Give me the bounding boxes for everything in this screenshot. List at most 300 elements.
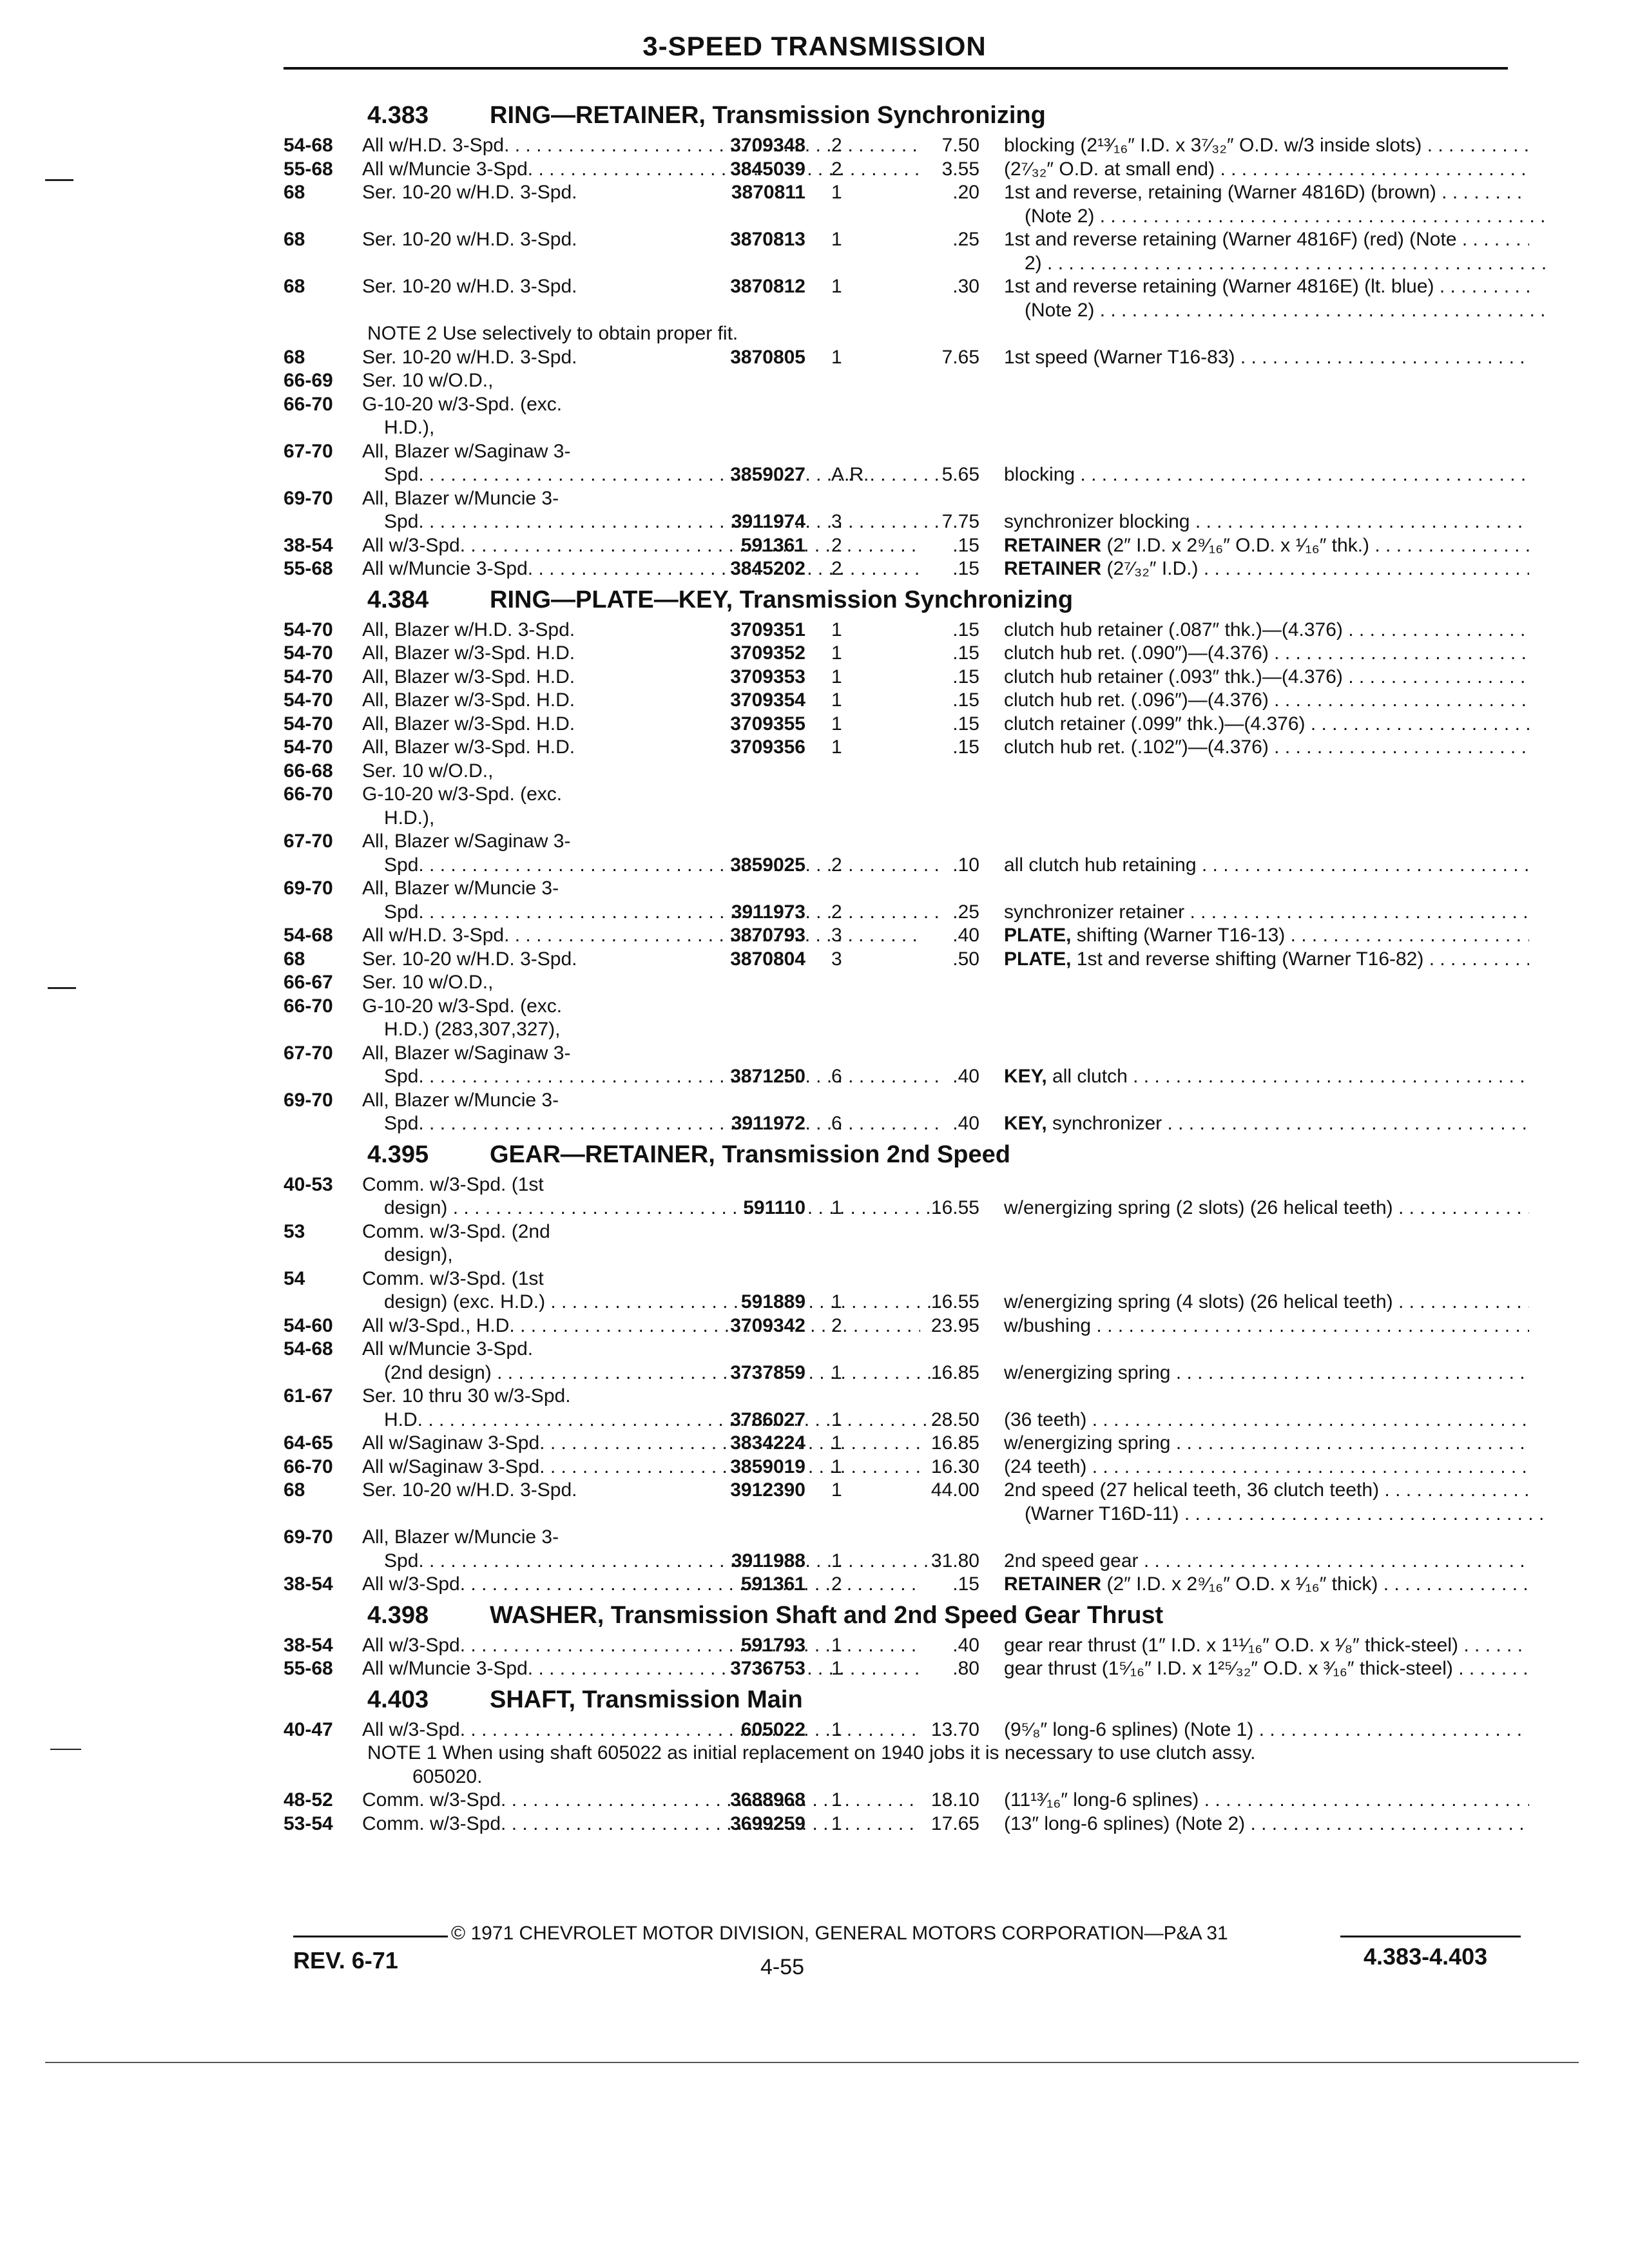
quantity: 6 (831, 1113, 842, 1134)
quantity: 2 (831, 1314, 842, 1336)
margin-tick (50, 1749, 81, 1750)
description (1004, 1479, 1529, 1503)
parts-listing (284, 97, 1521, 1836)
table-row (284, 557, 1521, 581)
price: 17.65 (930, 1812, 979, 1834)
price: .30 (952, 276, 979, 297)
model-years: 53 (284, 1220, 305, 1242)
application-text: All, Blazer w/Saginaw 3- (362, 440, 571, 462)
table-row (284, 1244, 1521, 1267)
leader-dots (1393, 1197, 1529, 1218)
application-text: Ser. 10 w/O.D., (362, 760, 494, 782)
leader-dots (1235, 347, 1530, 368)
table-row (284, 971, 1521, 995)
application-text: Comm. w/3-Spd. (362, 1789, 506, 1811)
application-text: All, Blazer w/Muncie 3- (362, 487, 559, 509)
application-text: H.D.), (384, 807, 435, 829)
model-years: 66-70 (284, 783, 333, 805)
table-row (284, 1267, 1521, 1291)
page-title: 3-SPEED TRANSMISSION (642, 31, 987, 61)
table-row (284, 369, 1521, 393)
price: 16.55 (930, 1197, 979, 1218)
table-row (284, 877, 1521, 901)
description-text: (13″ long-6 splines) (Note 2) (1004, 1812, 1246, 1834)
quantity: A.R. (831, 464, 869, 485)
description-text: (2⁷⁄₃₂″ I.D.) (1106, 558, 1199, 579)
application (362, 971, 920, 995)
model-years: 68 (284, 182, 305, 203)
description (1004, 1408, 1529, 1432)
application (362, 369, 920, 393)
price: .15 (952, 558, 979, 579)
application (362, 487, 920, 511)
model-years: 69-70 (284, 487, 333, 509)
application-text: All w/Saginaw 3-Spd. (362, 1432, 545, 1454)
table-row (284, 299, 1521, 323)
part-number: 3912390 (730, 1479, 805, 1501)
leader-dots (1393, 1291, 1529, 1312)
table-row (284, 1408, 1521, 1432)
section-number: 4.384 (367, 586, 429, 613)
quantity: 1 (831, 1432, 842, 1454)
application-text: Spd. (384, 901, 424, 923)
leader-dots (1162, 1113, 1529, 1134)
section-title: RING—PLATE—KEY, Transmission Synchronizing (490, 586, 1074, 613)
price: .15 (952, 713, 979, 735)
price: .15 (952, 534, 979, 556)
table-row (284, 1657, 1521, 1681)
model-years: 55-68 (284, 1658, 333, 1679)
application-text: Comm. w/3-Spd. (1st (362, 1173, 544, 1195)
application-text: Comm. w/3-Spd. (2nd (362, 1220, 550, 1242)
description-text: 2) (1025, 252, 1042, 274)
table-row (284, 1314, 1521, 1338)
section-title: WASHER, Transmission Shaft and 2nd Speed Gear Thrust (490, 1601, 1164, 1629)
price: .10 (952, 854, 979, 876)
description-text: 2nd speed (27 helical teeth, 36 clutch teeth) (1004, 1479, 1380, 1501)
section-number: 4.383 (367, 102, 429, 129)
application-text: All w/Muncie 3-Spd. (362, 1338, 534, 1360)
description-text: synchronizer retainer (1004, 901, 1185, 923)
application-text: All w/H.D. 3-Spd. (362, 135, 510, 156)
description-text: (11¹³⁄₁₆″ long-6 splines) (1004, 1789, 1199, 1811)
table-row (284, 1789, 1521, 1812)
application (362, 1408, 942, 1432)
model-years: 69-70 (284, 1089, 333, 1111)
model-years: 54-70 (284, 689, 333, 711)
price: .80 (952, 1658, 979, 1679)
description (1004, 158, 1529, 182)
table-row (284, 995, 1521, 1019)
model-years: 61-67 (284, 1385, 333, 1407)
note-line (284, 322, 1521, 346)
leader-dots (1094, 206, 1550, 227)
model-years: 66-69 (284, 370, 333, 391)
description (1004, 1432, 1529, 1456)
leader-dots (1343, 666, 1529, 687)
application (362, 1338, 920, 1361)
description (1004, 510, 1529, 534)
table-row (284, 1812, 1521, 1836)
application-text: Ser. 10 w/O.D., (362, 370, 494, 391)
quantity: 6 (831, 1066, 842, 1087)
model-years: 54-60 (284, 1314, 333, 1336)
leader-dots (1139, 1550, 1529, 1571)
table-row (284, 1479, 1521, 1503)
application-text: Spd. (384, 511, 424, 532)
price: 23.95 (930, 1314, 979, 1336)
price: 7.50 (941, 135, 979, 156)
quantity: 2 (831, 1573, 842, 1595)
description-text: blocking (1004, 464, 1075, 485)
leader-dots (1199, 558, 1530, 579)
table-row (284, 1503, 1521, 1526)
table-row (284, 158, 1521, 182)
quantity: 1 (831, 1718, 842, 1740)
application (362, 783, 920, 807)
model-years: 66-67 (284, 972, 333, 993)
part-number: 605022 (740, 1718, 805, 1740)
application (362, 1361, 942, 1385)
note-text: NOTE 2 Use selectively to obtain proper fit. (367, 323, 738, 344)
description (1004, 924, 1529, 948)
quantity: 3 (831, 511, 842, 532)
application-text: All, Blazer w/3-Spd. H.D. (362, 689, 575, 711)
price: 31.80 (930, 1550, 979, 1571)
price: 18.10 (930, 1789, 979, 1811)
model-years: 68 (284, 276, 305, 297)
leader-dots (1215, 159, 1529, 180)
section-number: 4.398 (367, 1601, 429, 1629)
model-years: 66-70 (284, 995, 333, 1017)
model-years: 38-54 (284, 1634, 333, 1656)
description-text: (Note 2) (1025, 205, 1095, 227)
description (1004, 1503, 1550, 1526)
model-years: 68 (284, 1479, 305, 1501)
price: 7.65 (941, 346, 979, 368)
section-heading (284, 581, 1521, 619)
description-keyword: RETAINER (1004, 1573, 1102, 1595)
table-row (284, 924, 1521, 948)
leader-dots (1464, 1658, 1529, 1679)
description-text: synchronizer blocking (1004, 511, 1190, 532)
description (1004, 1657, 1529, 1681)
model-years: 68 (284, 229, 305, 250)
description (1004, 642, 1529, 666)
description (1004, 1314, 1529, 1338)
quantity: 1 (831, 666, 842, 687)
table-row (284, 393, 1521, 417)
description (1004, 1550, 1529, 1573)
leader-dots (1086, 1409, 1529, 1430)
table-row (284, 948, 1521, 972)
leader-dots (1306, 713, 1530, 735)
part-number: 3911972 (731, 1113, 805, 1134)
description-text: 1st and reverse shifting (Warner T16-82) (1076, 948, 1424, 970)
price: .15 (952, 1573, 979, 1595)
leader-dots (1075, 464, 1529, 485)
quantity: 1 (831, 713, 842, 735)
price: .15 (952, 642, 979, 664)
application-text: (2nd design) (384, 1361, 492, 1383)
model-years: 38-54 (284, 534, 333, 556)
leader-dots (1269, 642, 1529, 664)
table-row (284, 275, 1521, 299)
description-keyword: RETAINER (1004, 534, 1102, 556)
description (1004, 181, 1529, 205)
description-text: (36 teeth) (1004, 1408, 1087, 1430)
description-text: all clutch hub retaining (1004, 854, 1197, 876)
model-years: 55-68 (284, 158, 333, 180)
model-years: 68 (284, 948, 305, 970)
table-row (284, 666, 1521, 689)
model-years: 48-52 (284, 1789, 333, 1811)
application (362, 807, 942, 831)
price: 16.85 (930, 1432, 979, 1454)
quantity: 2 (831, 854, 842, 876)
description-text: synchronizer (1052, 1113, 1162, 1134)
leader-dots (1086, 1456, 1529, 1477)
table-row (284, 783, 1521, 807)
part-number: 3786027 (730, 1408, 805, 1430)
margin-tick (48, 987, 76, 989)
application-text: design) (384, 1197, 448, 1218)
application (362, 1385, 920, 1408)
leader-dots (1042, 253, 1550, 274)
footer-rule-right (1340, 1936, 1521, 1937)
table-row (284, 1065, 1521, 1089)
quantity: 1 (831, 1456, 842, 1477)
part-number: 3870811 (731, 182, 805, 203)
title-rule (284, 67, 1508, 70)
model-years: 64-65 (284, 1432, 333, 1454)
part-number: 3845202 (730, 558, 805, 579)
part-number: 591110 (743, 1197, 805, 1218)
description-text: clutch hub ret. (.090″)—(4.376) (1004, 642, 1269, 664)
description (1004, 854, 1529, 878)
note-line (284, 1742, 1521, 1765)
part-number: 3709348 (730, 135, 805, 156)
description-keyword: KEY, (1004, 1066, 1047, 1087)
description (1004, 1361, 1529, 1385)
application-text: All, Blazer w/3-Spd. H.D. (362, 736, 575, 758)
description (1004, 948, 1529, 972)
table-row (284, 252, 1521, 276)
description-text: shifting (Warner T16-13) (1076, 925, 1286, 946)
part-number: 3870805 (730, 346, 805, 368)
table-row (284, 1550, 1521, 1573)
description-text: gear thrust (1⁵⁄₁₆″ I.D. x 1²⁵⁄₃₂″ O.D. x ³⁄₁₆″ thick-steel) . (1004, 1658, 1464, 1679)
description-text: clutch hub retainer (.087″ thk.)—(4.376) (1004, 619, 1343, 640)
part-number: 3709351 (730, 619, 805, 640)
copyright-line: © 1971 CHEVROLET MOTOR DIVISION, GENERAL MOTORS CORPORATION—P&A 31 (451, 1923, 1228, 1944)
description (1004, 1065, 1529, 1089)
model-years: 54-70 (284, 666, 333, 687)
application (362, 1220, 920, 1244)
description (1004, 1456, 1529, 1479)
model-years: 66-70 (284, 393, 333, 415)
description (1004, 1196, 1529, 1220)
model-years: 55-68 (284, 558, 333, 579)
price: 5.65 (941, 464, 979, 485)
quantity: 1 (831, 1408, 842, 1430)
part-number: 3859025 (730, 854, 805, 876)
description-text: w/bushing (1004, 1314, 1092, 1336)
price: .15 (952, 619, 979, 640)
part-number: 3709353 (730, 666, 805, 687)
table-row (284, 134, 1521, 158)
model-years: 54-70 (284, 619, 333, 640)
table-row (284, 807, 1521, 831)
description-text: 1st and reverse retaining (Warner 4816E) (lt. blue) (1004, 276, 1434, 297)
description (1004, 619, 1529, 642)
leader-dots (1091, 1315, 1529, 1336)
table-row (284, 1385, 1521, 1408)
application-text: All w/3-Spd., H.D. (362, 1314, 515, 1336)
part-number: 3870813 (730, 229, 805, 250)
table-row (284, 1526, 1521, 1550)
table-row (284, 1291, 1521, 1314)
note-text: NOTE 1 When using shaft 605022 as initial replacement on 1940 jobs it is necessary to use clutch assy. (367, 1742, 1256, 1763)
price: 3.55 (941, 158, 979, 180)
model-years: 69-70 (284, 1526, 333, 1548)
application (362, 1267, 920, 1291)
table-row (284, 830, 1521, 854)
leader-dots (1128, 1066, 1529, 1087)
price: .15 (952, 666, 979, 687)
description-text: w/energizing spring (1004, 1361, 1171, 1383)
application (362, 416, 942, 440)
description (1004, 205, 1550, 229)
quantity: 1 (831, 1550, 842, 1571)
description (1004, 228, 1529, 252)
part-number: 3911973 (731, 901, 805, 923)
application (362, 877, 920, 901)
leader-dots (1458, 1635, 1529, 1656)
price: .40 (952, 1634, 979, 1656)
part-number: 3709355 (730, 713, 805, 735)
leader-dots (1245, 1813, 1529, 1834)
application-text: Ser. 10 w/O.D., (362, 972, 494, 993)
table-row (284, 760, 1521, 783)
leader-dots (1199, 1789, 1529, 1811)
description (1004, 1812, 1529, 1836)
model-years: 54-68 (284, 135, 333, 156)
application-text: All w/Muncie 3-Spd. (362, 1658, 534, 1679)
table-row (284, 1042, 1521, 1066)
table-row (284, 1173, 1521, 1197)
part-number: 3870812 (730, 276, 805, 297)
table-row (284, 642, 1521, 666)
description-text: 1st and reverse, retaining (Warner 4816D) (brown) (1004, 182, 1436, 203)
application (362, 510, 942, 534)
price: .20 (952, 182, 979, 203)
application (362, 1065, 942, 1089)
leader-dots (1170, 1432, 1529, 1454)
section-title: RING—RETAINER, Transmission Synchronizing (490, 102, 1046, 129)
application-text: H.D.) (283,307,327), (384, 1019, 561, 1040)
application-text: design) (exc. H.D.) (384, 1291, 546, 1312)
section-range: 4.383-4.403 (1364, 1943, 1488, 1970)
quantity: 1 (831, 229, 842, 250)
leader-dots (1379, 1479, 1529, 1501)
price: .15 (952, 689, 979, 711)
model-years: 54-70 (284, 642, 333, 664)
application-text: Spd. (384, 1066, 424, 1087)
price: 44.00 (930, 1479, 979, 1501)
margin-tick (45, 179, 73, 181)
quantity: 1 (831, 182, 842, 203)
model-years: 40-53 (284, 1173, 333, 1195)
description (1004, 1573, 1529, 1597)
description (1004, 666, 1529, 689)
application-text: Spd. (384, 854, 424, 876)
table-row (284, 689, 1521, 713)
table-row (284, 736, 1521, 760)
application-text: Spd. (384, 464, 424, 485)
part-number: 3709342 (730, 1314, 805, 1336)
quantity: 1 (831, 1361, 842, 1383)
application-text: All, Blazer w/Saginaw 3- (362, 831, 571, 852)
application-text: Comm. w/3-Spd. (362, 1812, 506, 1834)
description-text: (2″ I.D. x 2⁹⁄₁₆″ O.D. x ¹⁄₁₆″ thk.) (1106, 534, 1370, 556)
table-row (284, 1361, 1521, 1385)
section-heading (284, 1681, 1521, 1718)
table-row (284, 510, 1521, 534)
description-text: (2″ I.D. x 2⁹⁄₁₆″ O.D. x ¹⁄₁₆″ thick) (1106, 1573, 1378, 1595)
price: .25 (952, 229, 979, 250)
model-years: 66-70 (284, 1456, 333, 1477)
application-text: Ser. 10-20 w/H.D. 3-Spd. (362, 229, 577, 250)
quantity: 1 (831, 619, 842, 640)
leader-dots (1434, 276, 1529, 297)
description (1004, 1634, 1529, 1658)
price: 16.55 (930, 1291, 979, 1312)
part-number: 3871250 (730, 1066, 805, 1087)
part-number: 3736753 (730, 1658, 805, 1679)
model-years: 54-68 (284, 1338, 333, 1360)
section-number: 4.395 (367, 1140, 429, 1168)
table-row (284, 1089, 1521, 1113)
quantity: 1 (831, 736, 842, 758)
quantity: 1 (831, 1634, 842, 1656)
leader-dots (1253, 1719, 1529, 1740)
quantity: 2 (831, 901, 842, 923)
description (1004, 134, 1529, 158)
leader-dots (1179, 1503, 1550, 1524)
description (1004, 252, 1550, 276)
description-text: w/energizing spring (1004, 1432, 1171, 1454)
part-number: 591793 (740, 1634, 805, 1656)
table-row (284, 901, 1521, 925)
leader-dots (1190, 511, 1529, 532)
part-number: 3859027 (730, 464, 805, 485)
leader-dots (1285, 925, 1529, 946)
part-number: 3845039 (730, 158, 805, 180)
leader-dots (1457, 229, 1529, 250)
description-text: blocking (2¹³⁄₁₆″ I.D. x 3⁷⁄₃₂″ O.D. w/3 inside slots) (1004, 135, 1422, 156)
quantity: 1 (831, 276, 842, 297)
application-text: All, Blazer w/Muncie 3- (362, 1089, 559, 1111)
quantity: 1 (831, 346, 842, 368)
section-heading (284, 97, 1521, 134)
leader-dots (1369, 535, 1529, 556)
price: 7.75 (941, 511, 979, 532)
quantity: 2 (831, 558, 842, 579)
price: .25 (952, 901, 979, 923)
application (362, 760, 920, 783)
leader-dots (1269, 736, 1529, 758)
